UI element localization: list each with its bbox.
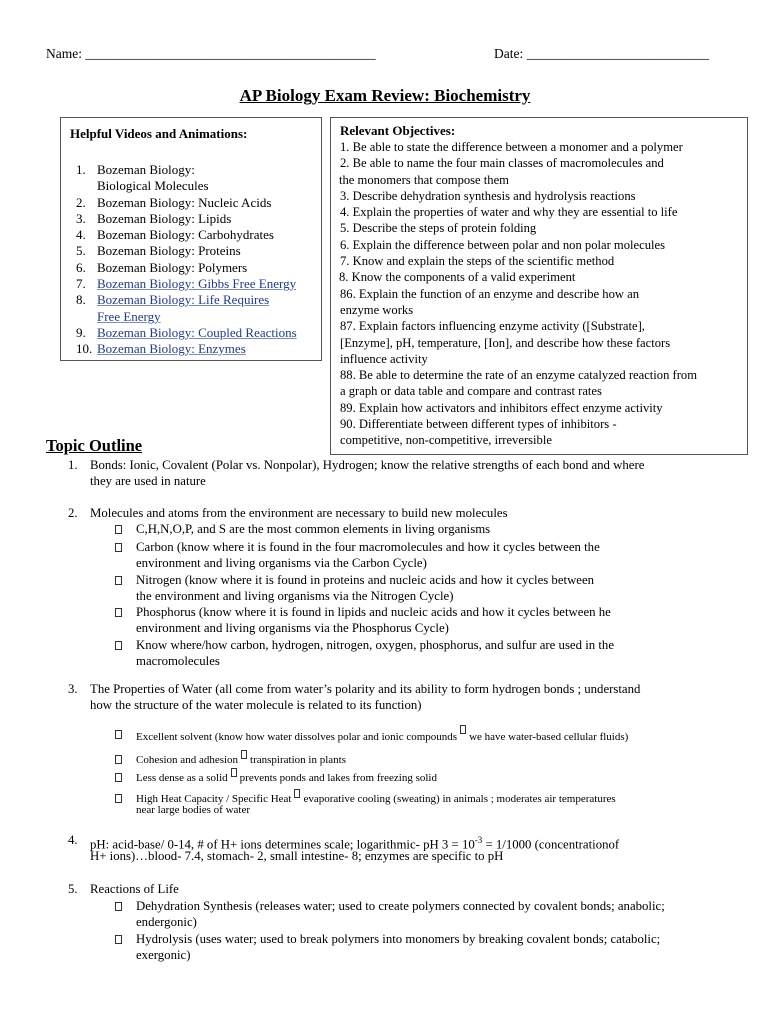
- objective-line: enzyme works: [340, 302, 414, 317]
- objectives-box: [330, 117, 748, 455]
- video-item: 5. Bozeman Biology: Proteins: [76, 243, 241, 259]
- videos-list: [61, 162, 321, 358]
- gibbs-free-energy-link[interactable]: Bozeman Biology: Gibbs Free Energy: [97, 276, 297, 292]
- arrow-icon: [294, 789, 300, 798]
- objective-line: 8. Know the components of a valid experiment: [339, 270, 576, 285]
- objective-line: 87. Explain factors influencing enzyme activity ([Substrate],: [340, 319, 645, 334]
- objective-line: the monomers that compose them: [339, 172, 509, 187]
- outline-section-1: 1. Bonds: Ionic, Covalent (Polar vs. Nonpolar), Hydrogen; know the relative strengths of each bond and where they are used in nature: [68, 458, 645, 488]
- bullet-box-icon: [114, 770, 124, 782]
- objective-line: [Enzyme], pH, temperature, [Ion], and describe how these factors: [340, 335, 671, 350]
- bullet-box-icon: [114, 638, 124, 650]
- outline-section-3: 3. The Properties of Water (all come from water’s polarity and its ability to form hydrogen bonds ; understand how the structure of the water molecule is related to its function) Excellent solvent (know how water dissolves polar and ionic compounds we have water-based cellular fluids) Cohesion and adhesion transpiration in plants Less dense as a solid prevents ponds and lakes from freezing solid High Heat Capacity / Specific Heat evaporative cooling (sweating) in animals ; moderates air temperatures near large bodies of water: [68, 682, 641, 816]
- outline-section-5: 5. Reactions of Life Dehydration Synthesis (releases water; used to create polymers connected by covalent bonds; anabolic; endergonic) Hydrolysis (uses water; used to break polymers into monomers by breaking covalent bonds; catabolic; exergonic): [68, 882, 665, 962]
- objective-line: influence activity: [340, 351, 428, 366]
- video-item-link[interactable]: 8. Bozeman Biology: Life Requires Free Energy: [76, 292, 270, 324]
- bullet-box-icon: [114, 899, 124, 911]
- arrow-icon: [460, 725, 466, 734]
- objective-line: 88. Be able to determine the rate of an enzyme catalyzed reaction from: [340, 368, 698, 383]
- arrow-icon: [241, 750, 247, 759]
- bullet-box-icon: [114, 573, 124, 585]
- video-item: 4. Bozeman Biology: Carbohydrates: [76, 227, 274, 243]
- bullet-box-icon: [114, 752, 124, 764]
- objectives-list: [340, 139, 697, 449]
- video-item: 6. Bozeman Biology: Polymers: [76, 259, 248, 275]
- objective-line: a graph or data table and compare and contrast rates: [340, 384, 602, 399]
- objective-line: 2. Be able to name the four main classes of macromolecules and: [340, 156, 664, 171]
- arrow-icon: [231, 768, 237, 777]
- bullet-box-icon: [114, 540, 124, 552]
- videos-heading: Helpful Videos and Animations:: [70, 126, 248, 141]
- video-item: 3. Bozeman Biology: Lipids: [76, 210, 232, 226]
- objective-line: 3. Describe dehydration synthesis and hydrolysis reactions: [340, 188, 636, 203]
- objective-line: competitive, non-competitive, irreversible: [340, 433, 552, 448]
- bullet-box-icon: [114, 932, 124, 944]
- objective-line: 7. Know and explain the steps of the scientific method: [340, 254, 615, 269]
- life-requires-free-energy-link-cont[interactable]: Free Energy: [97, 308, 161, 324]
- objective-line: 6. Explain the difference between polar and non polar molecules: [340, 237, 665, 252]
- videos-box: [60, 117, 322, 361]
- objective-line: 90. Differentiate between different types of inhibitors -: [340, 417, 617, 432]
- video-item-link[interactable]: 10. Bozeman Biology: Enzymes: [76, 341, 246, 357]
- name-field-label: Name: ___________________________________________: [46, 46, 376, 61]
- outline-section-2: 2. Molecules and atoms from the environment are necessary to build new molecules C,H,N,O,P, and S are the most common elements in living organisms Carbon (know where it is found in the four macromolecules and how it cycles between the environment and living organisms via the Carbon Cycle) Nitrogen (know where it is found in proteins and nucleic acids and how it cycles between the environment and living organisms via the Nitrogen Cycle) Phosphorus (know where it is found in lipids and nucleic acids and how it cycles between he environment and living organisms via the Phosphorus Cycle) Know where/how carbon, hydrogen, nitrogen, oxygen, phosphorus, and sulfur are used in the macromolecules: [68, 506, 614, 668]
- outline-section-4: 4. pH: acid-base/ 0-14, # of H+ ions determines scale; logarithmic- pH $3 = 10^{-3} = 1/1000$ (concentrationof H+ ions)…blood- 7.4, stomach- 2, small intestine- 8; enzymes are specific to pH: [68, 833, 620, 863]
- objective-line: 1. Be able to state the difference between a monomer and a polymer: [340, 140, 683, 154]
- video-item-link[interactable]: 7. Bozeman Biology: Gibbs Free Energy: [76, 276, 297, 292]
- objective-line: 89. Explain how activators and inhibitors effect enzyme activity: [340, 400, 663, 415]
- objective-line: 4. Explain the properties of water and why they are essential to life: [340, 205, 678, 220]
- video-item: 1. Bozeman Biology: Biological Molecules: [76, 162, 209, 194]
- bullet-box-icon: [114, 727, 124, 739]
- objectives-heading: Relevant Objectives:: [340, 123, 456, 138]
- coupled-reactions-link[interactable]: Bozeman Biology: Coupled Reactions: [97, 324, 297, 340]
- date-field-label: Date: ___________________________: [494, 46, 709, 61]
- video-item: 2. Bozeman Biology: Nucleic Acids: [76, 194, 272, 210]
- bullet-box-icon: [114, 605, 124, 617]
- video-item-link[interactable]: 9. Bozeman Biology: Coupled Reactions: [76, 324, 297, 340]
- life-requires-free-energy-link[interactable]: Bozeman Biology: Life Requires: [97, 292, 270, 308]
- topic-outline-heading: Topic Outline: [46, 436, 143, 455]
- enzymes-link[interactable]: Bozeman Biology: Enzymes: [97, 341, 246, 357]
- bullet-box-icon: [114, 791, 124, 803]
- page-title: AP Biology Exam Review: Biochemistry: [239, 86, 531, 105]
- objective-line: 86. Explain the function of an enzyme and describe how an: [340, 286, 640, 301]
- objective-line: 5. Describe the steps of protein folding: [340, 221, 537, 236]
- bullet-box-icon: [114, 522, 124, 534]
